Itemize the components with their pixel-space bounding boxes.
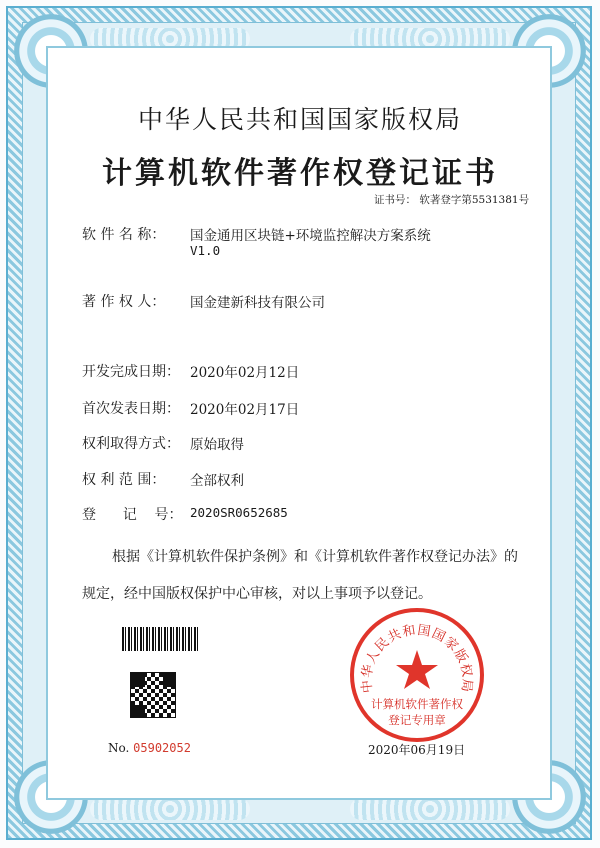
field-label-acquisition-method: 权利取得方式： (82, 436, 180, 452)
field-label-completion-date: 开发完成日期： (82, 364, 180, 380)
serial-prefix: No. (108, 741, 130, 755)
serial-number (108, 741, 191, 755)
field-value-acquisition-method: 原始取得 (190, 437, 244, 453)
field-value-copyright-owner: 国金建新科技有限公司 (190, 295, 325, 311)
field-value-publication-date: 2020年02月17日 (190, 402, 300, 418)
certificate-number: 证书号： 软著登字第5531381号 (374, 194, 530, 206)
field-label-registration-number: 登 记 号： (82, 507, 183, 523)
seal-star-icon (396, 650, 438, 689)
field-label-software-name: 软 件 名 称： (82, 227, 166, 243)
serial-value: 05902052 (133, 741, 191, 755)
official-seal (350, 608, 484, 742)
certificate-title: 计算机软件著作权登记证书 (102, 156, 498, 191)
field-value-software-name: 国金通用区块链+环境监控解决方案系统 (190, 228, 431, 244)
field-value-registration-number: 2020SR0652685 (190, 505, 288, 520)
field-label-rights-scope: 权 利 范 围： (82, 472, 166, 488)
field-value-software-version: V1.0 (190, 243, 221, 258)
seal-line-2: 登记专用章 (388, 713, 446, 727)
field-label-copyright-owner: 著 作 权 人： (82, 294, 166, 310)
barcode (122, 627, 200, 651)
seal-line-1: 计算机软件著作权 (371, 697, 463, 711)
scroll-ornament (90, 798, 250, 820)
scroll-ornament (350, 798, 510, 820)
statement-line-2: 规定，经中国版权保护中心审核，对以上事项予以登记。 (82, 586, 432, 602)
seal-ring-text: 中华人民共和国国家版权局 (359, 623, 475, 694)
field-value-completion-date: 2020年02月12日 (190, 365, 300, 381)
field-label-publication-date: 首次发表日期： (82, 401, 180, 417)
issuer-title: 中华人民共和国国家版权局 (137, 105, 462, 134)
statement-line-1: 根据《计算机软件保护条例》和《计算机软件著作权登记办法》的 (112, 549, 518, 565)
field-value-rights-scope: 全部权利 (190, 473, 244, 489)
qr-code (130, 672, 176, 718)
issue-date: 2020年06月19日 (368, 743, 466, 757)
